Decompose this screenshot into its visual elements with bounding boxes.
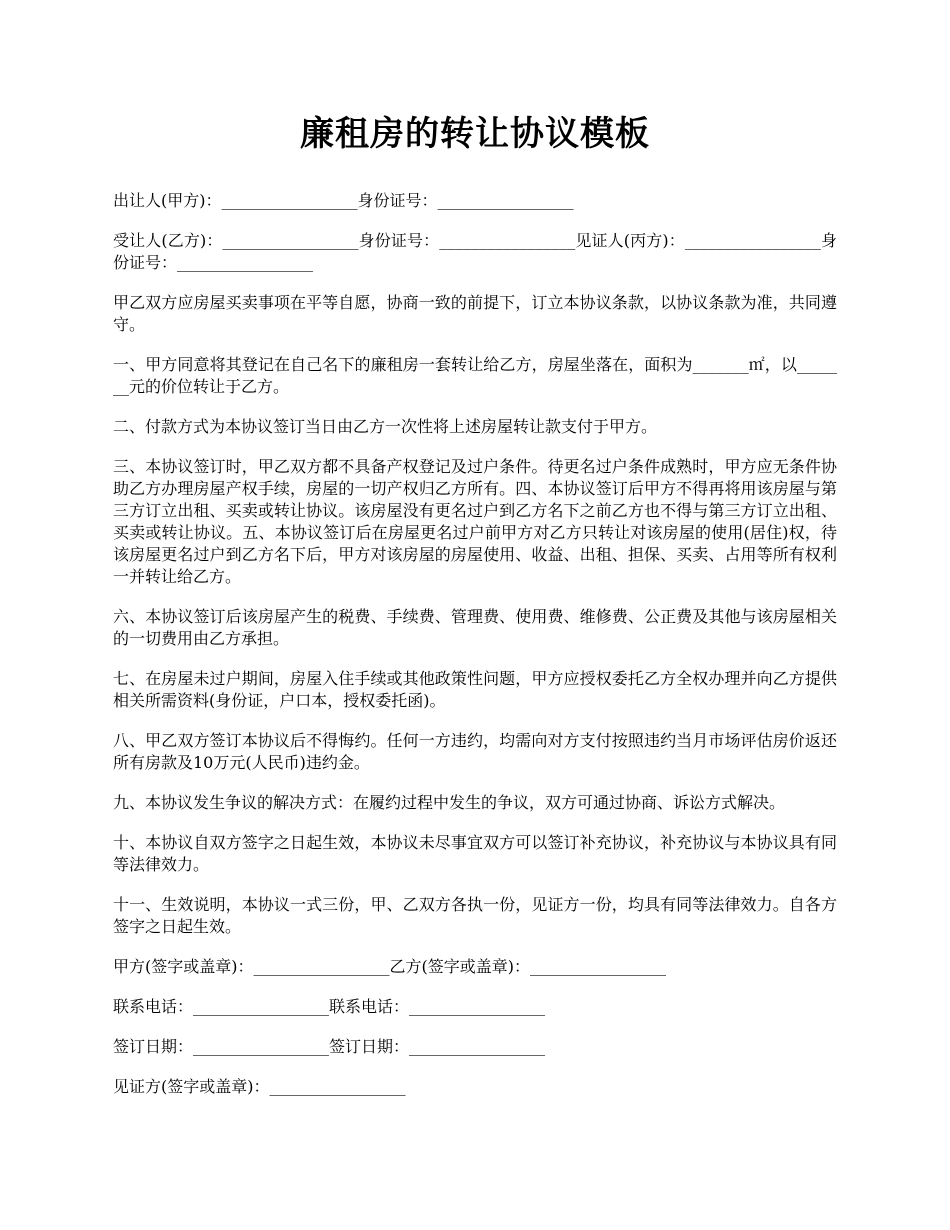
witness-signature-line: 见证方(签字或盖章)：_________________ — [113, 1077, 406, 1096]
signature-line: 甲方(签字或盖章)：_________________乙方(签字或盖章)：_________________ — [113, 957, 666, 976]
clause-6: 六、本协议签订后该房屋产生的税费、手续费、管理费、使用费、维修费、公正费及其他与该房屋相关的一切费用由乙方承担。 — [113, 607, 837, 648]
clause-11: 十一、生效说明，本协议一式三份，甲、乙双方各执一份，见证方一份，均具有同等法律效力。自各方签字之日起生效。 — [113, 895, 837, 936]
preamble-paragraph: 甲乙双方应房屋买卖事项在平等自愿，协商一致的前提下，订立本协议条款，以协议条款为准，共同遵守。 — [113, 293, 837, 334]
transferor-line: 出让人(甲方)：_________________身份证号：_________________ — [113, 191, 574, 210]
phone-line: 联系电话：_________________联系电话：_________________ — [113, 997, 546, 1016]
date-line: 签订日期：_________________签订日期：_________________ — [113, 1037, 546, 1056]
clause-3-5: 三、本协议签订时，甲乙双方都不具备产权登记及过户条件。待更名过户条件成熟时，甲方应无条件协助乙方办理房屋产权手续，房屋的一切产权归乙方所有。四、本协议签订后甲方不得再将用该房屋与第三方订立出租、买卖或转让协议。该房屋没有更名过户到乙方名下之前乙方也不得与第三方订立出租、买卖或转让协议。五、本协议签订后在房屋更名过户前甲方对乙方只转让对该房屋的使用(居住)权，待该房屋更名过户到乙方名下后，甲方对该房屋的房屋使用、收益、出租、担保、买卖、占用等所有权利一并转让给乙方。 — [113, 457, 837, 586]
transferee-witness-line: 受让人(乙方)：_________________身份证号：_________________见证人(丙方)：_________________身份证号：_________________ — [113, 231, 837, 272]
clause-8: 八、甲乙双方签订本协议后不得悔约。任何一方违约，均需向对方支付按照违约当月市场评估房价返还所有房款及10万元(人民币)违约金。 — [113, 731, 837, 772]
document-title: 廉租房的转让协议模板 — [300, 114, 650, 154]
clause-7: 七、在房屋未过户期间，房屋入住手续或其他政策性问题，甲方应授权委托乙方全权办理并向乙方提供相关所需资料(身份证，户口本，授权委托函)。 — [113, 669, 837, 710]
clause-2: 二、付款方式为本协议签订当日由乙方一次性将上述房屋转让款支付于甲方。 — [113, 417, 658, 436]
clause-1: 一、甲方同意将其登记在自己名下的廉租房一套转让给乙方，房屋坐落在，面积为_______㎡，以_______元的价位转让于乙方。 — [113, 355, 837, 396]
clause-10: 十、本协议自双方签字之日起生效，本协议未尽事宜双方可以签订补充协议，补充协议与本协议具有同等法律效力。 — [113, 833, 837, 874]
clause-9: 九、本协议发生争议的解决方式：在履约过程中发生的争议，双方可通过协商、诉讼方式解决。 — [113, 793, 786, 812]
